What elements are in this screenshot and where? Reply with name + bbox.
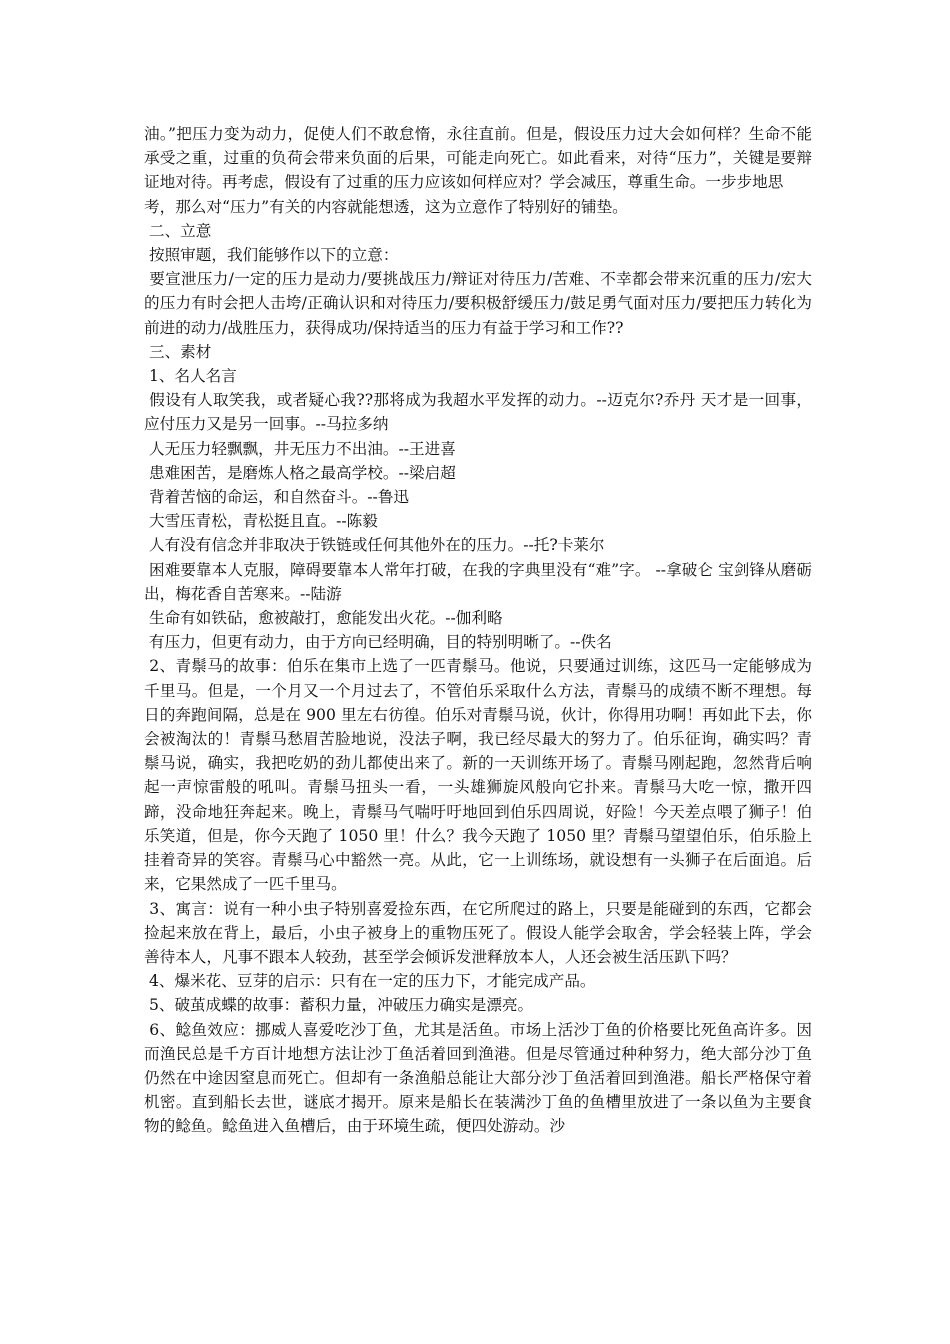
- paragraph-lizhi-list: 要宣泄压力/一定的压力是动力/要挑战压力/辩证对待压力/苦难、不幸都会带来沉重的压力/宏大的压力有时会把人击垮/正确认识和对待压力/要积极舒缓压力/鼓足勇气面对压力/要把压力转化为前进的动力/战胜压力，获得成功/保持适当的压力有益于学习和工作??: [144, 270, 813, 337]
- subheading-quotes: 1、名人名言: [144, 367, 237, 386]
- story-catfish: 6、鲶鱼效应：挪威人喜爱吃沙丁鱼，尤其是活鱼。市场上活沙丁鱼的价格要比死鱼高许多。因而渔民总是千方百计地想方法让沙丁鱼活着回到渔港。但是尽管通过种种努力，绝大部分沙丁鱼仍然在中途因窒息而死亡。但却有一条渔船总能让大部分沙丁鱼活着回到渔港。船长严格保守着机密。直到船长去世，谜底才揭开。原来是船长在装满沙丁鱼的鱼槽里放进了一条以鱼为主要食物的鲶鱼。鲶鱼进入鱼槽后，由于环境生疏，便四处游动。沙: [144, 1020, 813, 1136]
- story-fable: 3、寓言：说有一种小虫子特别喜爱捡东西，在它所爬过的路上，只要是能碰到的东西，它都会捡起来放在背上，最后，小虫子被身上的重物压死了。假设人能学会取舍，学会轻装上阵，学会善待本人，凡事不跟本人较劲，甚至学会倾诉发泄释放本人，人还会被生活压趴下吗？: [144, 899, 813, 966]
- paragraph-continued-text: 油。”把压力变为动力，促使人们不敢怠惰，永往直前。但是，假设压力过大会如何样？生命不能承受之重，过重的负荷会带来负面的后果，可能走向死亡。如此看来，对待“压力”，关键是要辩证地对待。再考虑，假设有了过重的压力应该如何样应对？学会减压，尊重生命。一步步地思: [144, 125, 812, 192]
- quote-item: 患难困苦，是磨炼人格之最高学校。--梁启超: [144, 463, 456, 482]
- story-popcorn: 4、爆米花、豆芽的启示：只有在一定的压力下，才能完成产品。: [144, 972, 596, 991]
- quote-item: 人有没有信念并非取决于铁链或任何其他外在的压力。--托?卡莱尔: [144, 536, 605, 555]
- paragraph-continued-text-end: 考，那么对“压力”有关的内容就能想透，这为立意作了特别好的铺垫。: [144, 197, 628, 216]
- quote-item: 有压力，但更有动力，由于方向已经明确，目的特别明晰了。--佚名: [144, 633, 612, 652]
- paragraph-intro-lizhi: 按照审题，我们能够作以下的立意：: [144, 246, 399, 265]
- quote-item: 人无压力轻飘飘，井无压力不出油。--王进喜: [144, 439, 456, 458]
- story-horse: 2、青鬃马的故事：伯乐在集市上选了一匹青鬃马。他说，只要通过训练，这匹马一定能够成为千里马。但是，一个月又一个月过去了，不管伯乐采取什么方法，青鬃马的成绩不断不理想。每日的奔跑间隔，总是在 900 里左右彷徨。伯乐对青鬃马说，伙计，你得用功啊！再如此下去，你会被淘汰的！青鬃马愁眉苦脸地说，没法子啊，我已经尽最大的努力了。伯乐征询，确实吗？青鬃马说，确实，我把吃奶的劲儿都使出来了。新的一天训练开场了。青鬃马刚起跑，忽然背后响起一声惊雷般的吼叫。青鬃马扭头一看，一头雄狮旋风般向它扑来。青鬃马大吃一惊，撒开四蹄，没命地狂奔起来。晚上，青鬃马气喘吁吁地回到伯乐四周说，好险！今天差点喂了狮子！伯乐笑道，但是，你今天跑了 1050 里！什么？我今天跑了 1050 里？青鬃马望望伯乐，伯乐脸上挂着奇异的笑容。青鬃马心中豁然一亮。从此，它一上训练场，就设想有一头狮子在后面追。后来，它果然成了一匹千里马。: [144, 657, 813, 894]
- quote-item: 生命有如铁砧，愈被敲打，愈能发出火花。--伽利略: [144, 609, 503, 628]
- section-heading-sucai: 三、素材: [144, 342, 212, 361]
- quote-item: 大雪压青松，青松挺且直。--陈毅: [144, 512, 378, 531]
- story-butterfly: 5、破茧成蝶的故事：蓄积力量，冲破压力确实是漂亮。: [144, 996, 534, 1015]
- quote-item: 假设有人取笑我，或者疑心我??那将成为我超水平发挥的动力。--迈克尔?乔丹 天才是一回事，应付压力又是另一回事。--马拉多纳: [144, 391, 812, 434]
- quote-item: 背着苦恼的命运，和自然奋斗。--鲁迅: [144, 488, 410, 507]
- document-body: [144, 122, 812, 1139]
- quote-item: 困难要靠本人克服，障碍要靠本人常年打破，在我的字典里没有“难”字。 --拿破仑 宝剑锋从磨砺出，梅花香自苦寒来。--陆游: [144, 560, 812, 603]
- section-heading-lizhi: 二、立意: [144, 221, 212, 240]
